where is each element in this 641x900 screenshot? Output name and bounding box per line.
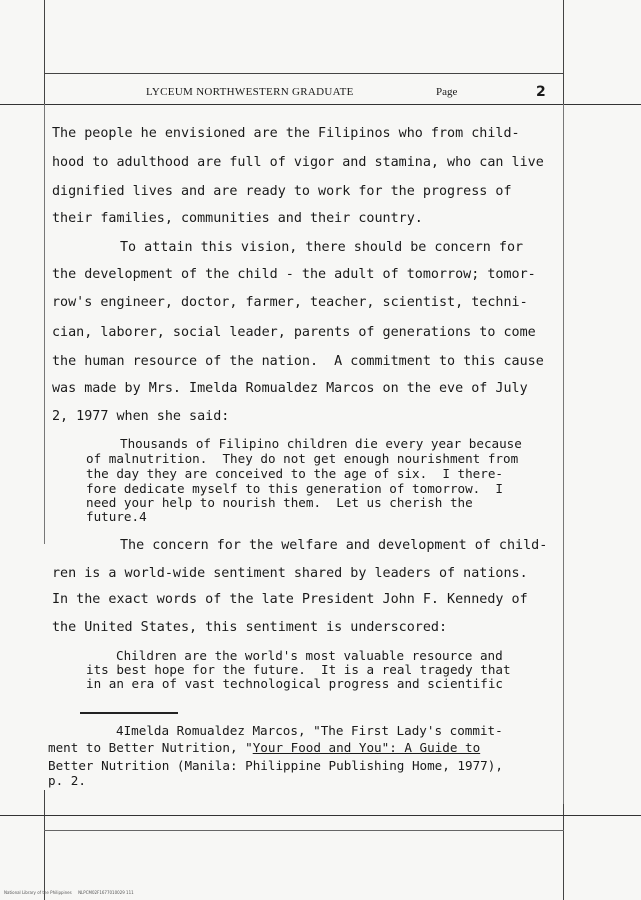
footnote-title-underlined: Your Food and You": A Guide to bbox=[252, 740, 481, 755]
quote-line: Children are the world's most valuable resource and bbox=[116, 648, 503, 663]
body-line: the development of the child - the adult of tomorrow; tomor- bbox=[52, 267, 536, 282]
footnote-line: 4Imelda Romualdez Marcos, "The First Lady's commit- bbox=[116, 723, 503, 738]
header-rule bbox=[0, 104, 641, 105]
top-rule bbox=[44, 73, 564, 74]
header-page-label: Page bbox=[436, 86, 458, 98]
footnote-separator bbox=[80, 712, 178, 714]
bottom-rule bbox=[0, 815, 641, 816]
quote-line: need your help to nourish them. Let us cherish the bbox=[86, 495, 473, 510]
body-line: dignified lives and are ready to work for the progress of bbox=[52, 184, 512, 199]
body-line: was made by Mrs. Imelda Romualdez Marcos on the eve of July bbox=[52, 381, 528, 396]
left-margin-rule-lower bbox=[44, 790, 45, 900]
quote-line: in an era of vast technological progress and scientific bbox=[86, 676, 504, 691]
body-line: the human resource of the nation. A commitment to this cause bbox=[52, 354, 544, 369]
quote-line: Thousands of Filipino children die every year because bbox=[120, 436, 522, 451]
quote-line: the day they are conceived to the age of six. I there- bbox=[86, 466, 504, 481]
body-line: ren is a world-wide sentiment shared by leaders of nations. bbox=[52, 566, 528, 581]
body-line: To attain this vision, there should be concern for bbox=[120, 240, 524, 255]
footnote-line: p. 2. bbox=[48, 773, 86, 788]
body-line: row's engineer, doctor, farmer, teacher, scientist, techni- bbox=[52, 295, 528, 310]
footnote-line: Better Nutrition (Manila: Philippine Publishing Home, 1977), bbox=[48, 758, 503, 773]
body-line: the United States, this sentiment is underscored: bbox=[52, 620, 448, 635]
body-right-rule bbox=[563, 104, 564, 804]
body-line: In the exact words of the late President John F. Kennedy of bbox=[52, 592, 528, 607]
quote-line: future.4 bbox=[86, 509, 147, 524]
body-line: The people he envisioned are the Filipinos who from child- bbox=[52, 126, 520, 141]
header-page-number: 2 bbox=[536, 84, 546, 100]
header-title: LYCEUM NORTHWESTERN GRADUATE bbox=[146, 86, 354, 98]
quote-line: its best hope for the future. It is a real tragedy that bbox=[86, 662, 511, 677]
bottom-rule-2 bbox=[44, 830, 564, 831]
quote-line: of malnutrition. They do not get enough nourishment from bbox=[86, 451, 519, 466]
body-line: The concern for the welfare and development of child- bbox=[120, 538, 548, 553]
quote-line: fore dedicate myself to this generation of tomorrow. I bbox=[86, 481, 504, 496]
body-line: 2, 1977 when she said: bbox=[52, 409, 230, 424]
archive-stamp: National Library of the Philippines NLPCM02F1677010029 111 bbox=[4, 890, 134, 895]
body-line: their families, communities and their country. bbox=[52, 211, 423, 226]
body-left-rule bbox=[44, 104, 45, 544]
footnote-text: ment to Better Nutrition, " bbox=[48, 740, 253, 755]
body-line: hood to adulthood are full of vigor and stamina, who can live bbox=[52, 155, 544, 170]
body-line: cian, laborer, social leader, parents of generations to come bbox=[52, 325, 536, 340]
footnote-line bbox=[48, 741, 480, 755]
running-header bbox=[0, 84, 641, 102]
